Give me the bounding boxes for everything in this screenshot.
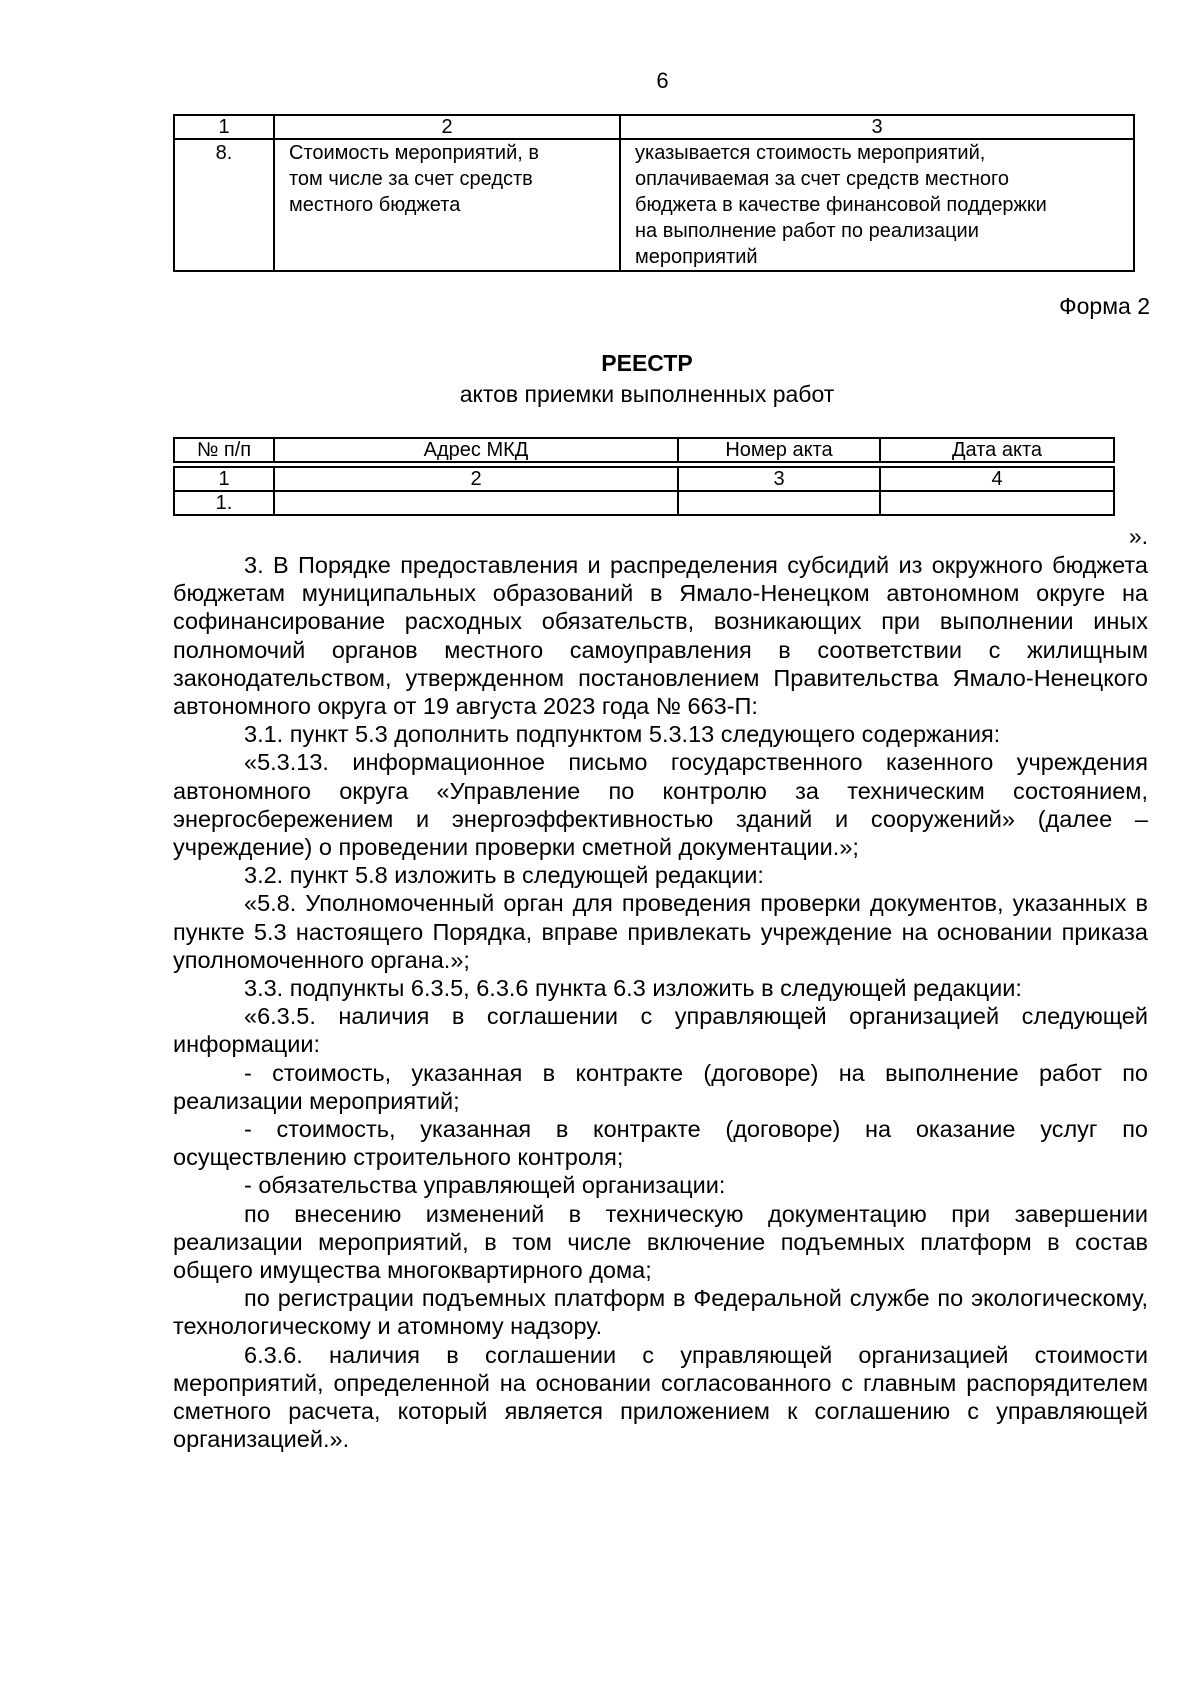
registry-cell — [274, 491, 678, 515]
paragraph: «5.8. Уполномоченный орган для проведения проверки документов, указанных в пункте 5.3 настоящего Порядка, вправе привлекать учреждение на основании приказа уполномоченного органа.»; — [173, 890, 1148, 973]
criterion-description-line: указывается стоимость мероприятий, — [635, 142, 986, 164]
registry-numbers-row — [174, 467, 1114, 491]
header-address: Адрес МКД — [274, 438, 678, 462]
header-act-number: Номер акта — [678, 438, 880, 462]
header-number: № п/п — [174, 438, 274, 462]
paragraph: - стоимость, указанная в контракте (договоре) на выполнение работ по реализации мероприятий; — [173, 1059, 1148, 1114]
column-number-3: 3 — [620, 115, 1134, 139]
paragraph: «6.3.5. наличия в соглашении с управляющей организацией следующей информации: — [173, 1003, 1148, 1058]
column-number-1: 1 — [174, 115, 274, 139]
column-number-2: 2 — [274, 115, 620, 139]
table-row — [174, 139, 1134, 271]
criterion-description — [620, 139, 1134, 271]
criterion-name-line: местного бюджета — [289, 194, 461, 216]
column-index: 3 — [678, 467, 880, 491]
column-index: 1 — [174, 467, 274, 491]
criterion-description-line: мероприятий — [635, 246, 758, 268]
registry-cell — [678, 491, 880, 515]
column-index: 4 — [880, 467, 1114, 491]
paragraph: - стоимость, указанная в контракте (договоре) на оказание услуг по осуществлению строительного контроля; — [173, 1116, 1148, 1171]
paragraph: - обязательства управляющей организации: — [244, 1172, 726, 1199]
criterion-name-line: Стоимость мероприятий, в — [289, 142, 539, 164]
table-header-row — [174, 115, 1134, 139]
paragraph: 3. В Порядке предоставления и распределения субсидий из окружного бюджета бюджетам муниципальных образований в Ямало-Ненецком автономном округе на софинансирование расходных обязательств, возникающих при выполнении иных полномочий органов местного самоуправления в соответствии с жилищным законодательством, утвержденном постановлением Правительства Ямало-Ненецкого автономного округа от 19 августа 2023 года № 663-П: — [173, 552, 1148, 720]
column-index: 2 — [274, 467, 678, 491]
paragraph: «5.3.13. информационное письмо государственного казенного учреждения автономного округа «Управление по контролю за техническим состоянием, энергосбережением и энергоэффективностью зданий и сооружений» (далее – учреждение) о проведении проверки сметной документации.»; — [173, 749, 1148, 861]
page-number: 6 — [656, 68, 669, 93]
paragraph: по регистрации подъемных платформ в Федеральной службе по экологическому, технологическому и атомному надзору. — [173, 1285, 1148, 1340]
form-label: Форма 2 — [1059, 293, 1150, 319]
criteria-table — [173, 114, 1135, 272]
criterion-description-line: бюджета в качестве финансовой поддержки — [635, 194, 1047, 216]
row-number: 8. — [174, 139, 274, 271]
paragraph: 3.3. подпункты 6.3.5, 6.3.6 пункта 6.3 изложить в следующей редакции: — [244, 975, 1022, 1002]
closing-quote: ». — [1128, 523, 1148, 549]
registry-data-row — [174, 491, 1114, 515]
criterion-name-line: том числе за счет средств — [289, 168, 533, 190]
registry-header-row — [174, 438, 1114, 462]
criterion-description-line: на выполнение работ по реализации — [635, 220, 979, 242]
registry-table — [173, 437, 1115, 516]
paragraph: 3.2. пункт 5.8 изложить в следующей редакции: — [244, 862, 764, 889]
document-body — [173, 551, 1148, 1454]
header-act-date: Дата акта — [880, 438, 1114, 462]
registry-cell — [880, 491, 1114, 515]
paragraph: 3.1. пункт 5.3 дополнить подпунктом 5.3.13 следующего содержания: — [244, 721, 1001, 748]
registry-cell: 1. — [174, 491, 274, 515]
criterion-name — [274, 139, 620, 271]
registry-title: РЕЕСТР — [601, 350, 693, 376]
criterion-description-line: оплачиваемая за счет средств местного — [635, 168, 1010, 190]
paragraph: 6.3.6. наличия в соглашении с управляющей организацией стоимости мероприятий, определенной на основании согласованного с главным распорядителем сметного расчета, который является приложением к соглашению с управляющей организацией.». — [173, 1341, 1148, 1453]
paragraph: по внесению изменений в техническую документацию при завершении реализации мероприятий, в том числе включение подъемных платформ в состав общего имущества многоквартирного дома; — [173, 1200, 1148, 1284]
registry-subtitle: актов приемки выполненных работ — [459, 381, 835, 407]
